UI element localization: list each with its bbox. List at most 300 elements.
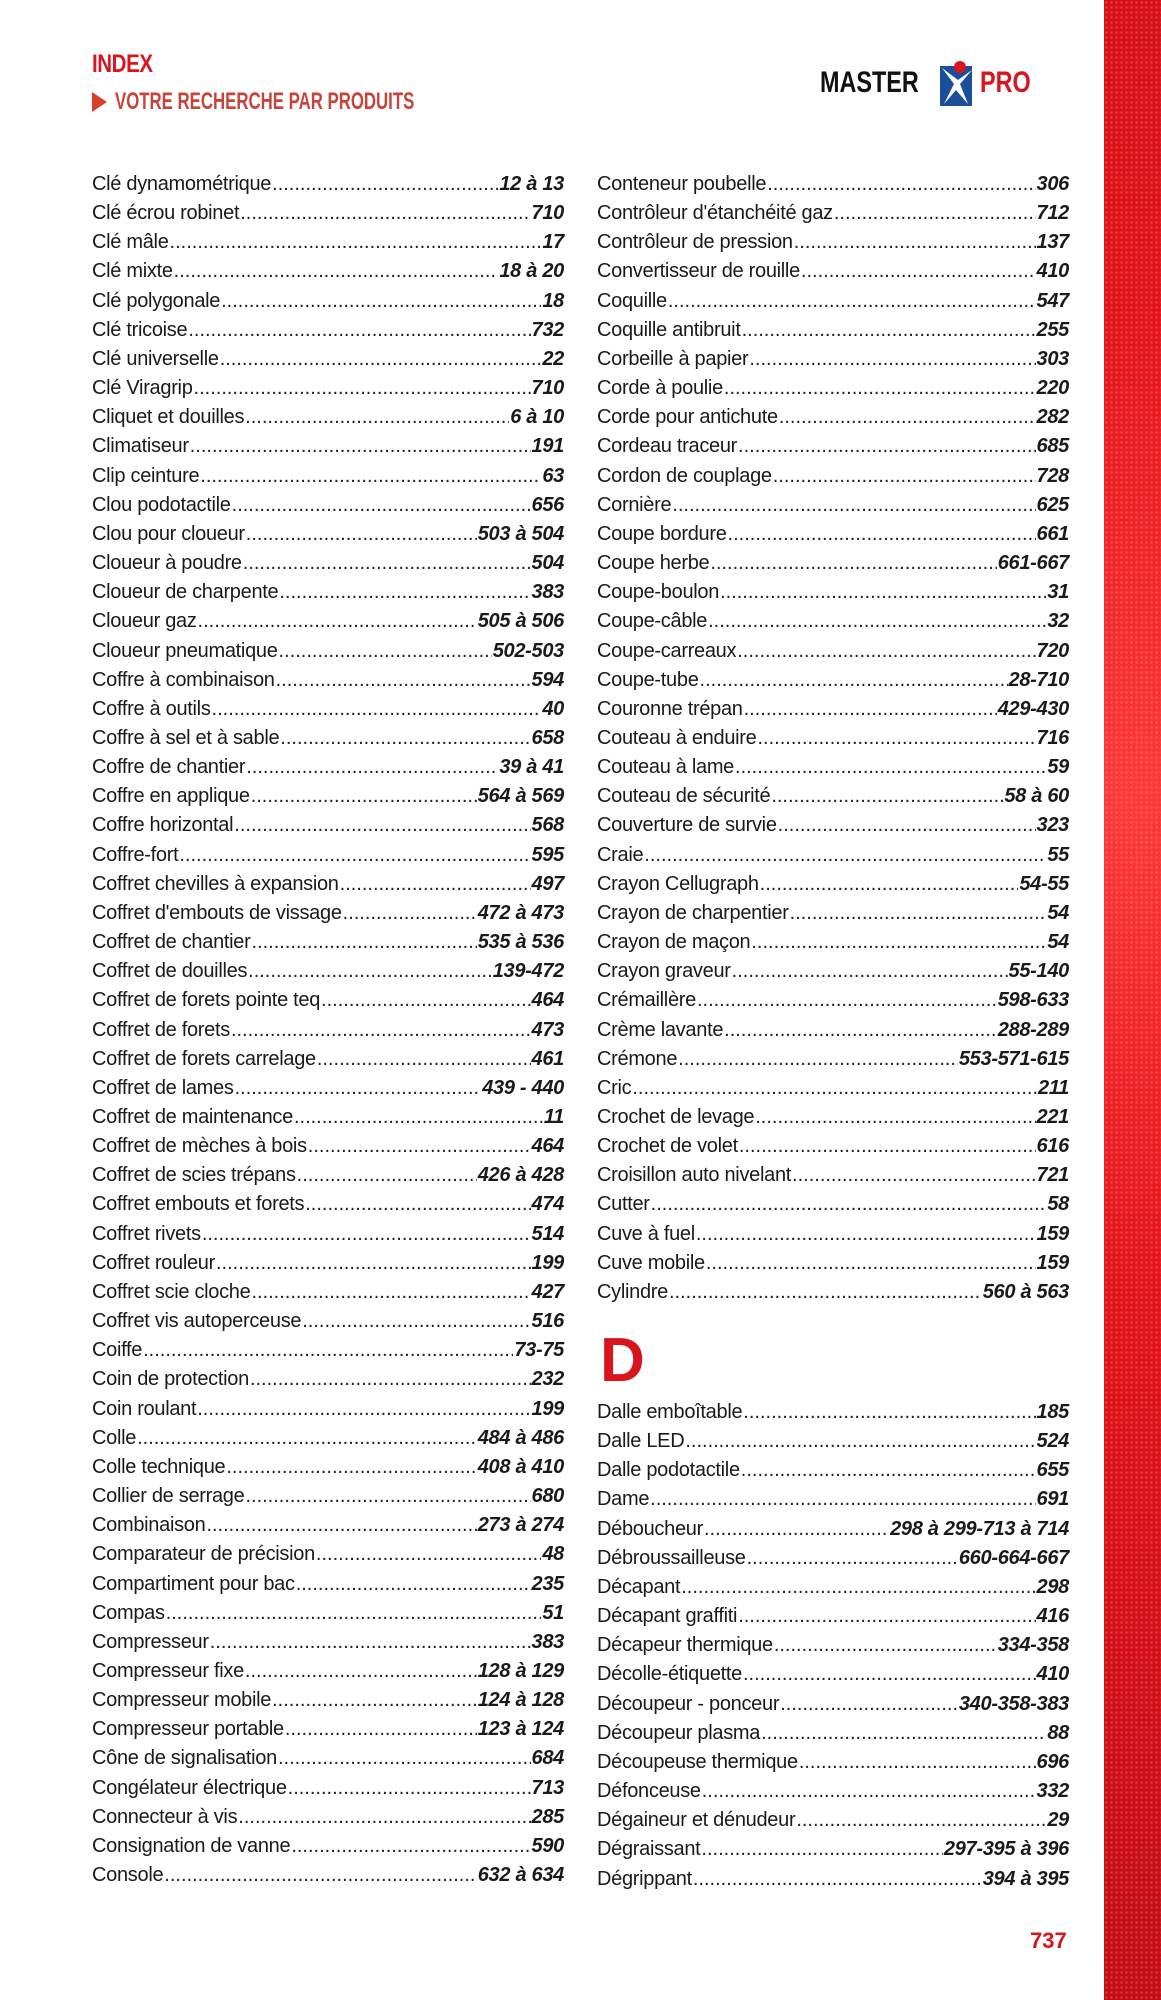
dot-leader — [212, 695, 542, 724]
entry-label: Cylindre — [597, 1280, 668, 1303]
index-entry — [597, 1544, 1069, 1573]
entry-page: 716 — [1036, 726, 1069, 749]
dot-leader — [720, 578, 1046, 607]
dot-leader — [308, 1132, 531, 1161]
entry-label: Déboucheur — [597, 1517, 703, 1540]
entry-page: 472 à 473 — [477, 901, 564, 924]
dot-leader — [738, 1602, 1035, 1631]
dot-leader — [231, 1016, 531, 1045]
dot-leader — [245, 1657, 477, 1686]
index-entry — [92, 1278, 564, 1307]
dot-leader — [644, 841, 1046, 870]
index-entry — [92, 1540, 564, 1569]
entry-label: Colle — [92, 1426, 137, 1449]
entry-page: 282 — [1036, 406, 1069, 429]
index-column-d — [597, 1398, 1069, 1894]
entry-label: Climatiseur — [92, 435, 189, 458]
entry-label: Coffre à sel et à sable — [92, 726, 280, 749]
index-entry — [597, 1660, 1069, 1689]
dot-leader — [297, 1161, 477, 1190]
dot-leader — [672, 491, 1035, 520]
entry-label: Cloueur à poudre — [92, 552, 242, 575]
entry-page: 306 — [1036, 173, 1069, 195]
index-column-left — [92, 170, 564, 1890]
entry-label: Coupe-carreaux — [597, 639, 737, 662]
entry-label: Décapeur thermique — [597, 1634, 773, 1657]
entry-page: 560 à 563 — [982, 1280, 1069, 1303]
dot-leader — [724, 1016, 997, 1045]
dot-leader — [799, 1748, 1036, 1777]
index-entry — [597, 1278, 1069, 1307]
entry-label: Compresseur fixe — [92, 1659, 244, 1682]
entry-page: 88 — [1047, 1721, 1069, 1744]
dot-leader — [164, 1861, 476, 1890]
dot-leader — [302, 1307, 530, 1336]
page-number: 737 — [1030, 1928, 1067, 1953]
dot-leader — [226, 1453, 476, 1482]
dot-leader — [668, 287, 1036, 316]
dot-leader — [685, 1427, 1035, 1456]
entry-label: Cordeau traceur — [597, 435, 738, 458]
entry-label: Coffret de scies trépans — [92, 1164, 296, 1187]
entry-label: Couteau à enduire — [597, 726, 757, 749]
entry-label: Cric — [597, 1076, 632, 1099]
index-entry — [92, 1220, 564, 1249]
entry-label: Cloueur gaz — [92, 610, 197, 633]
entry-label: Coffret vis autoperceuse — [92, 1310, 302, 1333]
logo-master-text: MASTER — [820, 65, 919, 99]
entry-label: Coffret chevilles à expansion — [92, 872, 339, 895]
entry-page: 710 — [531, 202, 564, 225]
index-entry — [92, 1190, 564, 1219]
entry-label: Coupe-boulon — [597, 581, 720, 604]
entry-page: 159 — [1036, 1222, 1069, 1245]
index-entry — [92, 1744, 564, 1773]
entry-page: 124 à 128 — [477, 1689, 564, 1712]
entry-page: 461 — [531, 1047, 564, 1070]
entry-page: 429-430 — [997, 697, 1069, 720]
entry-label: Cordon de couplage — [597, 464, 772, 487]
dot-leader — [316, 1540, 541, 1569]
dot-leader — [234, 811, 530, 840]
dot-leader — [681, 1573, 1035, 1602]
entry-page: 323 — [1036, 814, 1069, 837]
index-entry — [597, 549, 1069, 578]
entry-page: 497 — [531, 872, 564, 895]
entry-page: 383 — [531, 1630, 564, 1653]
index-entry — [92, 1861, 564, 1890]
entry-label: Coupe herbe — [597, 552, 710, 575]
index-entry — [597, 753, 1069, 782]
dot-leader — [728, 520, 1036, 549]
dot-leader — [755, 1103, 1035, 1132]
dot-leader — [190, 432, 531, 461]
dot-leader — [796, 1806, 1046, 1835]
entry-page: 439 - 440 — [482, 1076, 564, 1099]
dot-leader — [279, 637, 492, 666]
index-entry — [597, 811, 1069, 840]
index-entry — [597, 1132, 1069, 1161]
entry-label: Compresseur mobile — [92, 1689, 272, 1712]
entry-label: Décolle-étiquette — [597, 1663, 742, 1686]
entry-page: 288-289 — [997, 1018, 1069, 1041]
entry-page: 340-358-383 — [958, 1692, 1069, 1715]
dot-leader — [743, 1398, 1035, 1427]
entry-label: Couronne trépan — [597, 697, 743, 720]
entry-page: 524 — [1036, 1430, 1069, 1453]
entry-page: 39 à 41 — [499, 756, 564, 779]
entry-label: Découpeuse thermique — [597, 1750, 798, 1773]
index-entry — [597, 782, 1069, 811]
entry-page: 51 — [542, 1601, 564, 1624]
entry-label: Coffre en applique — [92, 785, 250, 808]
dot-leader — [294, 1103, 543, 1132]
index-entry — [597, 1103, 1069, 1132]
entry-label: Dalle podotactile — [597, 1459, 740, 1482]
entry-label: Clou pour cloueur — [92, 522, 245, 545]
entry-page: 58 — [1047, 1193, 1069, 1216]
dot-leader — [194, 374, 531, 403]
entry-label: Corbeille à papier — [597, 347, 749, 370]
dot-leader — [757, 724, 1035, 753]
dot-leader — [651, 1190, 1047, 1219]
index-entry — [597, 1719, 1069, 1748]
entry-page: 73-75 — [514, 1339, 564, 1362]
index-entry — [92, 607, 564, 636]
section-subtitle — [92, 88, 543, 116]
entry-label: Collier de serrage — [92, 1485, 245, 1508]
entry-page: 661 — [1036, 522, 1069, 545]
entry-label: Crochet de volet — [597, 1135, 738, 1158]
dot-leader — [774, 1631, 997, 1660]
entry-label: Cloueur pneumatique — [92, 639, 278, 662]
entry-label: Dégrippant — [597, 1867, 692, 1890]
index-entry — [92, 1132, 564, 1161]
entry-page: 18 — [542, 289, 564, 312]
entry-page: 721 — [1036, 1164, 1069, 1187]
dot-leader — [706, 1249, 1036, 1278]
entry-page: 416 — [1036, 1605, 1069, 1628]
entry-label: Colle technique — [92, 1455, 226, 1478]
dot-leader — [761, 1719, 1046, 1748]
entry-label: Crémaillère — [597, 989, 696, 1012]
entry-page: 516 — [531, 1310, 564, 1333]
dot-leader — [143, 1336, 513, 1365]
entry-page: 691 — [1036, 1488, 1069, 1511]
dot-leader — [272, 170, 498, 199]
dot-leader — [701, 1835, 942, 1864]
entry-label: Dalle emboîtable — [597, 1401, 743, 1423]
dot-leader — [702, 1777, 1036, 1806]
index-entry — [92, 1365, 564, 1394]
entry-label: Coin roulant — [92, 1397, 197, 1420]
dot-leader — [708, 607, 1046, 636]
dot-leader — [669, 1278, 982, 1307]
entry-label: Coffret de forets carrelage — [92, 1047, 316, 1070]
entry-page: 199 — [531, 1397, 564, 1420]
entry-page: 426 à 428 — [477, 1164, 564, 1187]
entry-page: 273 à 274 — [477, 1514, 564, 1537]
entry-label: Coffret de mèches à bois — [92, 1135, 307, 1158]
index-entry — [597, 637, 1069, 666]
index-entry — [597, 695, 1069, 724]
entry-label: Convertisseur de rouille — [597, 260, 800, 283]
entry-page: 658 — [531, 726, 564, 749]
index-entry — [597, 170, 1069, 199]
dot-leader — [321, 986, 530, 1015]
dot-leader — [235, 1074, 482, 1103]
entry-page: 22 — [542, 347, 564, 370]
entry-page: 684 — [531, 1747, 564, 1770]
entry-page: 408 à 410 — [477, 1455, 564, 1478]
dot-leader — [216, 1249, 531, 1278]
dot-leader — [198, 607, 477, 636]
entry-label: Clé universelle — [92, 347, 219, 370]
entry-page: 464 — [531, 1135, 564, 1158]
entry-page: 255 — [1036, 318, 1069, 341]
entry-label: Découpeur - ponceur — [597, 1692, 780, 1715]
index-entry — [597, 1016, 1069, 1045]
entry-label: Clé tricoise — [92, 318, 188, 341]
entry-page: 28-710 — [1008, 668, 1069, 691]
entry-page: 32 — [1047, 610, 1069, 633]
dot-leader — [251, 1278, 530, 1307]
entry-page: 680 — [531, 1485, 564, 1508]
dot-leader — [792, 1161, 1035, 1190]
entry-page: 303 — [1036, 347, 1069, 370]
dot-leader — [780, 1690, 958, 1719]
entry-label: Défonceuse — [597, 1780, 701, 1803]
index-entry — [597, 1573, 1069, 1602]
dot-leader — [737, 637, 1035, 666]
entry-label: Compas — [92, 1601, 165, 1624]
entry-label: Clé polygonale — [92, 289, 221, 312]
entry-page: 232 — [531, 1368, 564, 1391]
index-entry — [597, 316, 1069, 345]
dot-leader — [760, 870, 1019, 899]
entry-label: Clou podotactile — [92, 493, 231, 516]
entry-label: Crayon graveur — [597, 960, 731, 983]
index-entry — [597, 1748, 1069, 1777]
dot-leader — [343, 899, 477, 928]
index-entry — [92, 1016, 564, 1045]
entry-label: Cuve à fuel — [597, 1222, 695, 1245]
index-entry — [597, 1515, 1069, 1544]
index-entry — [92, 928, 564, 957]
index-entry — [597, 491, 1069, 520]
index-entry — [597, 520, 1069, 549]
entry-page: 12 à 13 — [499, 173, 564, 195]
entry-label: Clé écrou robinet — [92, 202, 240, 225]
triangle-bullet-icon — [92, 92, 107, 112]
index-entry — [597, 345, 1069, 374]
dot-leader — [767, 170, 1035, 199]
index-entry — [92, 724, 564, 753]
entry-page: 568 — [531, 814, 564, 837]
index-entry — [92, 637, 564, 666]
dot-leader — [743, 1660, 1036, 1689]
entry-label: Combinaison — [92, 1514, 206, 1537]
index-entry — [92, 899, 564, 928]
index-entry — [597, 928, 1069, 957]
dot-leader — [735, 753, 1046, 782]
entry-page: 535 à 536 — [477, 931, 564, 954]
entry-label: Clé mâle — [92, 231, 169, 254]
index-entry — [92, 228, 564, 257]
entry-label: Cornière — [597, 493, 672, 516]
index-entry — [92, 199, 564, 228]
dot-leader — [179, 841, 530, 870]
dot-leader — [240, 199, 530, 228]
entry-label: Coffret de forets — [92, 1018, 230, 1041]
index-entry — [92, 1715, 564, 1744]
dot-leader — [280, 724, 530, 753]
dot-leader — [288, 1774, 531, 1803]
entry-label: Débroussailleuse — [597, 1546, 746, 1569]
index-entry — [92, 549, 564, 578]
decorative-red-stripe — [1104, 0, 1161, 2000]
entry-page: 655 — [1036, 1459, 1069, 1482]
dot-leader — [739, 1132, 1036, 1161]
logo-star-icon — [938, 58, 974, 108]
entry-label: Coupe-câble — [597, 610, 708, 633]
dot-leader — [232, 491, 531, 520]
index-entry — [92, 1686, 564, 1715]
dot-leader — [632, 1074, 1037, 1103]
dot-leader — [188, 316, 530, 345]
entry-label: Coffret rouleur — [92, 1251, 215, 1274]
dot-leader — [697, 986, 997, 1015]
index-entry — [92, 1395, 564, 1424]
dot-leader — [650, 1485, 1035, 1514]
dot-leader — [238, 1803, 530, 1832]
dot-leader — [251, 782, 477, 811]
entry-label: Coquille — [597, 289, 667, 312]
index-entry — [597, 228, 1069, 257]
entry-label: Dégaineur et dénudeur — [597, 1809, 796, 1832]
dot-leader — [279, 578, 530, 607]
entry-page: 54 — [1047, 931, 1069, 954]
entry-label: Coin de protection — [92, 1368, 249, 1391]
dot-leader — [250, 1365, 531, 1394]
index-entry — [92, 170, 564, 199]
entry-page: 720 — [1036, 639, 1069, 662]
subtitle-text: VOTRE RECHERCHE PAR PRODUITS — [115, 88, 415, 115]
entry-label: Couteau à lame — [597, 756, 735, 779]
index-entry — [597, 957, 1069, 986]
entry-label: Coffret de lames — [92, 1076, 234, 1099]
entry-page: 504 — [531, 552, 564, 575]
entry-page: 18 à 20 — [499, 260, 564, 283]
index-entry — [92, 986, 564, 1015]
dot-leader — [197, 1395, 530, 1424]
entry-label: Compartiment pour bac — [92, 1572, 295, 1595]
dot-leader — [285, 1715, 477, 1744]
dot-leader — [174, 257, 499, 286]
index-entry — [92, 811, 564, 840]
dot-leader — [137, 1424, 477, 1453]
dot-leader — [245, 403, 509, 432]
index-entry — [92, 695, 564, 724]
entry-page: 728 — [1036, 464, 1069, 487]
entry-label: Compresseur — [92, 1630, 209, 1653]
index-entry — [92, 1249, 564, 1278]
dot-leader — [678, 1045, 958, 1074]
index-entry — [92, 1045, 564, 1074]
entry-label: Clip ceinture — [92, 464, 200, 487]
dot-leader — [246, 520, 477, 549]
entry-page: 594 — [531, 668, 564, 691]
dot-leader — [200, 462, 541, 491]
index-entry — [92, 520, 564, 549]
index-entry — [92, 1832, 564, 1861]
entry-label: Croisillon auto nivelant — [597, 1164, 792, 1187]
entry-page: 464 — [531, 989, 564, 1012]
dot-leader — [801, 257, 1036, 286]
index-entry — [597, 1835, 1069, 1864]
index-entry — [92, 1570, 564, 1599]
index-entry — [92, 1657, 564, 1686]
dot-leader — [738, 432, 1035, 461]
entry-page: 139-472 — [492, 960, 564, 983]
entry-page: 59 — [1047, 756, 1069, 779]
entry-label: Coiffe — [92, 1339, 143, 1362]
index-entry — [597, 1427, 1069, 1456]
dot-leader — [741, 1456, 1036, 1485]
entry-label: Cutter — [597, 1193, 650, 1216]
entry-page: 712 — [1036, 202, 1069, 225]
dot-leader — [704, 1515, 889, 1544]
dot-leader — [206, 1511, 476, 1540]
entry-label: Coffre-fort — [92, 843, 179, 866]
dot-leader — [246, 753, 498, 782]
index-entry — [92, 841, 564, 870]
index-entry — [597, 374, 1069, 403]
entry-page: 616 — [1036, 1135, 1069, 1158]
entry-page: 732 — [531, 318, 564, 341]
index-entry — [597, 287, 1069, 316]
entry-label: Contrôleur d'étanchéité gaz — [597, 202, 833, 225]
index-entry — [597, 1602, 1069, 1631]
entry-label: Cuve mobile — [597, 1251, 705, 1274]
entry-page: 503 à 504 — [477, 522, 564, 545]
index-entry — [92, 870, 564, 899]
entry-label: Crème lavante — [597, 1018, 724, 1041]
index-entry — [597, 666, 1069, 695]
entry-page: 710 — [531, 377, 564, 400]
dot-leader — [305, 1190, 530, 1219]
entry-label: Coffret de chantier — [92, 931, 251, 954]
dot-leader — [243, 549, 531, 578]
index-entry — [597, 1190, 1069, 1219]
entry-page: 410 — [1036, 1663, 1069, 1686]
index-entry — [92, 462, 564, 491]
entry-label: Compresseur portable — [92, 1718, 284, 1741]
entry-page: 547 — [1036, 289, 1069, 312]
index-entry — [597, 1161, 1069, 1190]
entry-label: Comparateur de précision — [92, 1543, 315, 1566]
entry-page: 696 — [1036, 1750, 1069, 1773]
index-entry — [92, 345, 564, 374]
index-entry — [92, 491, 564, 520]
entry-page: 656 — [531, 493, 564, 516]
entry-label: Consignation de vanne — [92, 1834, 291, 1857]
entry-page: 502-503 — [492, 639, 564, 662]
index-entry — [92, 666, 564, 695]
entry-page: 298 — [1036, 1575, 1069, 1598]
dot-leader — [317, 1045, 531, 1074]
index-entry — [597, 1806, 1069, 1835]
